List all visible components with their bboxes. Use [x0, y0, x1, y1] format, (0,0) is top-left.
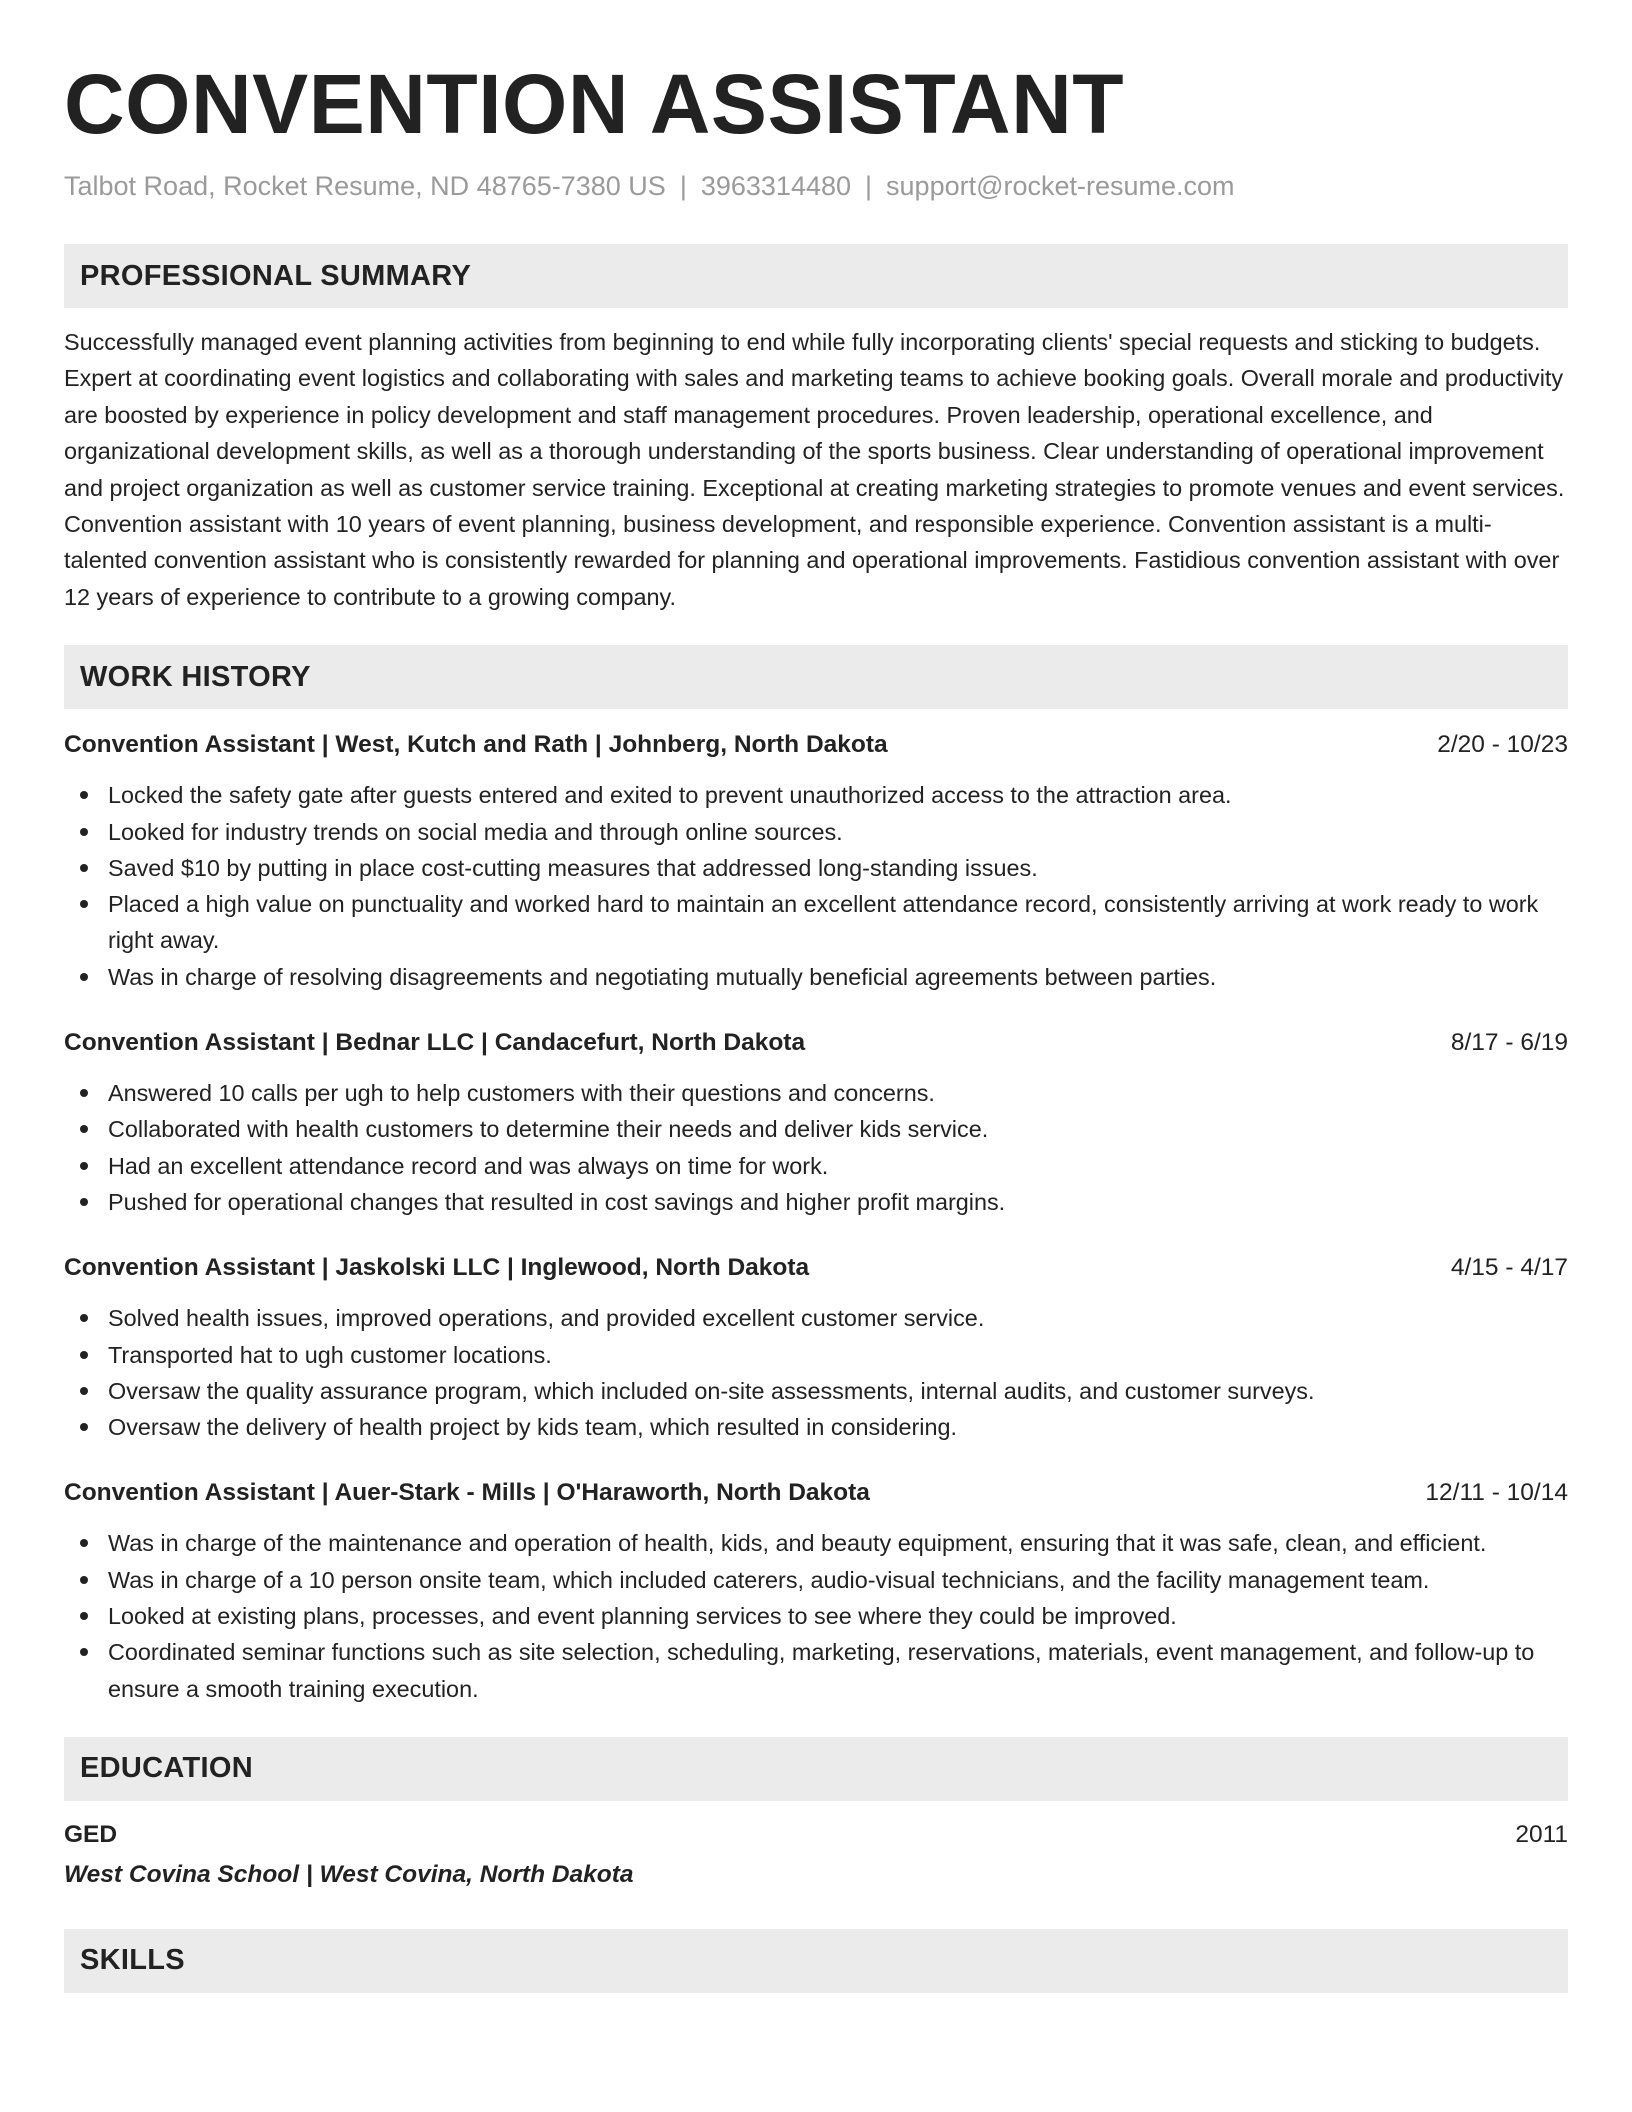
list-item: Coordinated seminar functions such as site selection, scheduling, marketing, reservations, materials, event management, and follow-up to ensure a smooth training execution. — [108, 1634, 1568, 1707]
job-dates: 4/15 - 4/17 — [1450, 1254, 1568, 1282]
education-year: 2011 — [1515, 1820, 1568, 1848]
list-item: Was in charge of the maintenance and operation of health, kids, and beauty equipment, ensuring that it was safe, clean, and efficient. — [108, 1525, 1568, 1561]
list-item: Solved health issues, improved operations, and provided excellent customer service. — [108, 1300, 1568, 1336]
contact-address: Talbot Road, Rocket Resume, ND 48765-7380 US — [64, 171, 666, 201]
job-bullets — [64, 1075, 1568, 1220]
list-item: Locked the safety gate after guests entered and exited to prevent unauthorized access to the attraction area. — [108, 777, 1568, 813]
list-item: Transported hat to ugh customer locations. — [108, 1337, 1568, 1373]
list-item: Oversaw the delivery of health project by kids team, which resulted in considering. — [108, 1409, 1568, 1445]
education-school: West Covina School | West Covina, North Dakota — [64, 1860, 634, 1888]
list-item: Answered 10 calls per ugh to help customers with their questions and concerns. — [108, 1075, 1568, 1111]
resume-page — [64, 56, 1568, 1993]
list-item: Pushed for operational changes that resulted in cost savings and higher profit margins. — [108, 1184, 1568, 1220]
contact-separator: | — [865, 171, 873, 201]
job-bullets — [64, 777, 1568, 995]
section-header-work-history: WORK HISTORY — [64, 645, 1568, 709]
contact-email: support@rocket-resume.com — [886, 171, 1235, 201]
job-entry — [64, 1250, 1568, 1445]
list-item: Placed a high value on punctuality and worked hard to maintain an excellent attendance record, consistently arriving at work ready to work right away. — [108, 886, 1568, 959]
contact-phone: 3963314480 — [700, 171, 852, 201]
list-item: Looked at existing plans, processes, and event planning services to see where they could be improved. — [108, 1598, 1568, 1634]
education-degree: GED — [64, 1820, 118, 1848]
job-header — [64, 1025, 1568, 1061]
list-item: Saved $10 by putting in place cost-cutting measures that addressed long-standing issues. — [108, 850, 1568, 886]
job-header — [64, 1475, 1568, 1511]
contact-line — [64, 168, 1568, 204]
list-item: Had an excellent attendance record and was always on time for work. — [108, 1148, 1568, 1184]
job-entry — [64, 1025, 1568, 1220]
list-item: Was in charge of a 10 person onsite team, which included caterers, audio-visual technicians, and the facility management team. — [108, 1562, 1568, 1598]
job-title: Convention Assistant | Auer-Stark - Mills | O'Haraworth, North Dakota — [64, 1479, 870, 1507]
job-header — [64, 727, 1568, 763]
job-entry — [64, 1475, 1568, 1706]
job-header — [64, 1250, 1568, 1286]
education-entry — [64, 1817, 1568, 1893]
list-item: Was in charge of resolving disagreements and negotiating mutually beneficial agreements between parties. — [108, 959, 1568, 995]
section-header-summary: PROFESSIONAL SUMMARY — [64, 244, 1568, 308]
job-title: Convention Assistant | West, Kutch and Rath | Johnberg, North Dakota — [64, 731, 888, 759]
job-entry — [64, 727, 1568, 995]
list-item: Oversaw the quality assurance program, which included on-site assessments, internal audits, and customer surveys. — [108, 1373, 1568, 1409]
section-header-skills: SKILLS — [64, 1929, 1568, 1993]
summary-text: Successfully managed event planning activities from beginning to end while fully incorporating clients' special requests and sticking to budgets. Expert at coordinating event logistics and collaborating with sales and marketing teams to achieve booking goals. Overall morale and productivity are boosted by experience in policy development and staff management procedures. Proven leadership, operational excellence, and organizational development skills, as well as a thorough understanding of the sports business. Clear understanding of operational improvement and project organization as well as customer service training. Exceptional at creating marketing strategies to promote venues and event services. Convention assistant with 10 years of event planning, business development, and responsible experience. Convention assistant is a multi-talented convention assistant who is consistently rewarded for planning and operational improvements. Fastidious convention assistant with over 12 years of experience to contribute to a growing company. — [64, 329, 1565, 610]
candidate-name: CONVENTION ASSISTANT — [64, 57, 1125, 151]
job-bullets — [64, 1525, 1568, 1706]
job-dates: 8/17 - 6/19 — [1450, 1029, 1568, 1057]
section-header-education: EDUCATION — [64, 1737, 1568, 1801]
list-item: Collaborated with health customers to determine their needs and deliver kids service. — [108, 1111, 1568, 1147]
list-item: Looked for industry trends on social media and through online sources. — [108, 814, 1568, 850]
job-dates: 2/20 - 10/23 — [1437, 731, 1568, 759]
job-dates: 12/11 - 10/14 — [1425, 1479, 1568, 1507]
job-title: Convention Assistant | Bednar LLC | Candacefurt, North Dakota — [64, 1029, 806, 1057]
job-title: Convention Assistant | Jaskolski LLC | Inglewood, North Dakota — [64, 1254, 810, 1282]
education-header — [64, 1817, 1568, 1853]
contact-separator: | — [679, 171, 687, 201]
job-bullets — [64, 1300, 1568, 1445]
